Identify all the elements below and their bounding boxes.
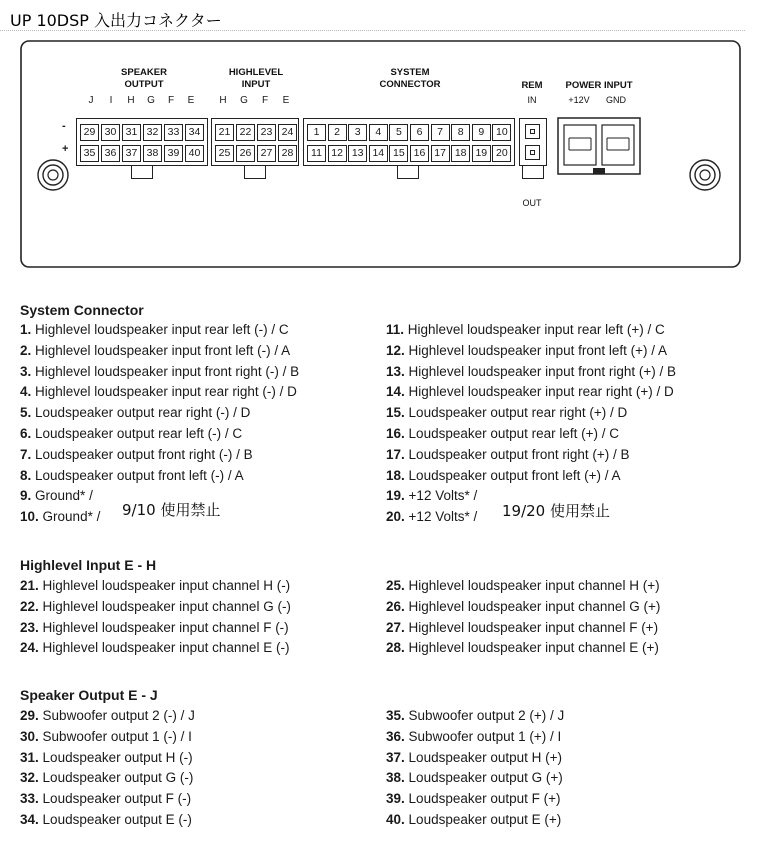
system-connector-top-pin: 7 xyxy=(431,124,450,141)
pin-description-row xyxy=(386,789,561,810)
channel-letter: E xyxy=(187,95,195,106)
pin-description: Highlevel loudspeaker input front left (+) / A xyxy=(408,342,668,358)
channel-letter: G xyxy=(147,95,155,106)
pin-description-row xyxy=(20,445,253,466)
pin-description: Subwoofer output 1 (+) / I xyxy=(408,728,562,744)
pin-description: Loudspeaker output G (+) xyxy=(408,770,563,786)
pin-description: Subwoofer output 2 (-) / J xyxy=(42,708,195,723)
pin-number: 6. xyxy=(20,426,32,441)
pin-description: Highlevel loudspeaker input channel F (-) xyxy=(42,619,289,635)
pin-number: 1. xyxy=(20,322,32,337)
pin-number: 40. xyxy=(386,812,405,827)
pin-number: 24. xyxy=(20,640,39,656)
pin-number: 13. xyxy=(386,363,405,379)
speaker-output-top-pin: 33 xyxy=(164,124,183,141)
pin-number: 23. xyxy=(20,619,39,635)
pin-number: 31. xyxy=(20,749,39,765)
system-connector-bottom-pin: 12 xyxy=(328,145,347,162)
speaker-output-top-pin: 30 xyxy=(101,124,120,141)
highlevel-input-bottom-pin: 28 xyxy=(278,145,297,162)
pin-number: 21. xyxy=(20,578,39,593)
highlevel-input-latch xyxy=(244,166,266,179)
pin-number: 38. xyxy=(386,770,405,786)
pin-number: 11. xyxy=(386,322,405,337)
pin-description: +12 Volts* / xyxy=(408,509,478,525)
rem-latch xyxy=(522,166,544,179)
system-connector-top-pin: 2 xyxy=(328,124,347,141)
pin-description-row xyxy=(386,362,676,383)
pin-description-row xyxy=(386,486,477,507)
system-connector-top-pin: 1 xyxy=(307,124,326,141)
pin-description-row xyxy=(386,507,477,528)
pin-description: Highlevel loudspeaker input channel G (-) xyxy=(42,598,291,614)
pin-number: 20. xyxy=(386,509,405,525)
section-title: Speaker Output E - J xyxy=(20,687,158,703)
pin-number: 18. xyxy=(386,467,405,483)
pin-number: 22. xyxy=(20,598,39,614)
rem-in-pin xyxy=(525,124,540,139)
pin-description-row xyxy=(20,810,192,831)
system-connector-bottom-pin: 14 xyxy=(369,145,388,162)
pin-number: 14. xyxy=(386,384,405,400)
system-connector-top-pin: 3 xyxy=(348,124,367,141)
system-connector-bottom-pin: 13 xyxy=(348,145,367,162)
pin-description-row xyxy=(386,638,659,659)
pin-number: 26. xyxy=(386,598,405,614)
pin-description-row xyxy=(386,382,674,403)
system-connector-bottom-pin: 16 xyxy=(410,145,429,162)
polarity-minus-label: - xyxy=(62,120,66,132)
pin-number: 28. xyxy=(386,640,405,656)
pin-description: Highlevel loudspeaker input front right (-) / B xyxy=(35,363,300,379)
channel-letter: I xyxy=(109,95,113,106)
speaker-output-latch xyxy=(131,166,153,179)
speaker-output-top-pin: 29 xyxy=(80,124,99,141)
pin-number: 3. xyxy=(20,363,32,379)
pin-number: 29. xyxy=(20,708,39,723)
pin-number: 4. xyxy=(20,384,32,400)
pin-description: Loudspeaker output F (-) xyxy=(42,791,192,807)
pin-description-row xyxy=(20,638,289,659)
pin-number: 35. xyxy=(386,708,405,723)
pin-description-row xyxy=(386,576,660,597)
system-connector-top-pin: 5 xyxy=(389,124,408,141)
pin-description-row xyxy=(20,466,244,487)
pin-description: Loudspeaker output G (-) xyxy=(42,770,194,786)
highlevel-input-top-pin: 23 xyxy=(257,124,276,141)
pin-description-row xyxy=(20,507,100,528)
pin-number: 36. xyxy=(386,728,405,744)
pin-description-row xyxy=(386,748,562,769)
system-connector-bottom-pin: 20 xyxy=(492,145,511,162)
pin-description: Subwoofer output 1 (-) / I xyxy=(42,728,192,744)
power-gnd-label: GND xyxy=(606,95,626,105)
pin-number: 2. xyxy=(20,342,32,358)
pin-description: Loudspeaker output front right (+) / B xyxy=(408,446,630,462)
rem-in-label: IN xyxy=(527,95,537,105)
pin-description-row xyxy=(386,706,564,727)
highlevel-input-top-pin: 21 xyxy=(215,124,234,141)
pin-number: 9. xyxy=(20,488,32,504)
pin-description: Ground* / xyxy=(42,509,101,525)
pin-description: Highlevel loudspeaker input rear right (-) / D xyxy=(35,384,297,400)
mounting-hole-right-icon xyxy=(688,158,722,192)
page-title: UP 10DSP 入出力コネクター xyxy=(10,11,222,30)
power-input-connector xyxy=(556,116,642,178)
pin-number: 19. xyxy=(386,488,405,504)
rem-header: REM xyxy=(521,80,543,91)
system-connector-top-pin: 10 xyxy=(492,124,511,141)
pin-number: 10. xyxy=(20,509,39,525)
highlevel-input-header: HIGHLEVEL INPUT xyxy=(228,67,284,90)
channel-letter: H xyxy=(127,95,135,106)
channel-letter: F xyxy=(167,95,175,106)
pin-description: Loudspeaker output front left (+) / A xyxy=(408,467,621,483)
pin-description-row xyxy=(20,403,250,424)
speaker-output-bottom-pin: 40 xyxy=(185,145,204,162)
highlevel-input-top-pin: 24 xyxy=(278,124,297,141)
speaker-output-bottom-pin: 38 xyxy=(143,145,162,162)
pin-description-row xyxy=(386,424,619,445)
system-connector-latch xyxy=(397,166,419,179)
pin-description-row xyxy=(20,424,242,445)
section-title: Highlevel Input E - H xyxy=(20,557,157,573)
pin-description: Highlevel loudspeaker input channel E (+) xyxy=(408,640,659,656)
speaker-output-bottom-pin: 39 xyxy=(164,145,183,162)
pin-number: 37. xyxy=(386,749,405,765)
pin-description-row xyxy=(386,618,658,639)
system-connector-top-pin: 6 xyxy=(410,124,429,141)
pin-number: 27. xyxy=(386,619,405,635)
pin-description: Subwoofer output 2 (+) / J xyxy=(408,708,565,723)
pin-description: Loudspeaker output rear right (+) / D xyxy=(408,405,628,421)
pin-description: Highlevel loudspeaker input rear right (+) / D xyxy=(408,384,674,400)
pin-description-row xyxy=(386,445,630,466)
rem-out-label: OUT xyxy=(522,198,542,208)
pin-description: Ground* / xyxy=(35,488,93,504)
pin-number: 39. xyxy=(386,791,405,807)
pin-number: 7. xyxy=(20,446,32,462)
pin-description-row xyxy=(386,320,665,341)
pin-description-row xyxy=(20,789,191,810)
pin-description: Highlevel loudspeaker input rear left (-) / C xyxy=(35,322,289,337)
pin-description: Loudspeaker output rear left (-) / C xyxy=(35,426,243,441)
pin-description-row xyxy=(20,768,193,789)
pin-description: +12 Volts* / xyxy=(408,488,478,504)
system-connector-bottom-pin: 17 xyxy=(431,145,450,162)
channel-letter: F xyxy=(261,95,269,106)
pin-number: 16. xyxy=(386,426,405,441)
highlevel-input-bottom-pin: 27 xyxy=(257,145,276,162)
channel-letter: E xyxy=(282,95,290,106)
speaker-output-bottom-pin: 35 xyxy=(80,145,99,162)
pin-description-row xyxy=(386,597,660,618)
mounting-hole-left-icon xyxy=(36,158,70,192)
system-connector-top-pin: 8 xyxy=(451,124,470,141)
pin-number: 12. xyxy=(386,342,405,358)
pin-number: 8. xyxy=(20,467,32,483)
pin-description: Loudspeaker output H (+) xyxy=(408,749,563,765)
pin-number: 30. xyxy=(20,728,39,744)
pin-description-row xyxy=(20,576,290,597)
pin-number: 5. xyxy=(20,405,32,421)
system-connector-top-pin: 9 xyxy=(472,124,491,141)
pin-description: Highlevel loudspeaker input rear left (+) / C xyxy=(407,322,665,337)
pin-description: Loudspeaker output E (+) xyxy=(408,812,562,827)
pin-description: Loudspeaker output E (-) xyxy=(42,812,192,827)
pin-number: 32. xyxy=(20,770,39,786)
pin-description: Loudspeaker output rear right (-) / D xyxy=(35,405,251,421)
pin-number: 15. xyxy=(386,405,405,421)
pin-description-row xyxy=(20,748,193,769)
pin-description: Highlevel loudspeaker input channel H (+) xyxy=(408,578,660,593)
system-connector-top-pin: 4 xyxy=(369,124,388,141)
title-divider xyxy=(0,30,745,31)
pin-description-row xyxy=(20,597,291,618)
pin-description-row xyxy=(386,466,621,487)
pin-description-row xyxy=(386,403,627,424)
pin-description: Loudspeaker output rear left (+) / C xyxy=(408,426,620,441)
power-12v-label: +12V xyxy=(568,95,590,105)
pin-description-row xyxy=(20,362,299,383)
pin-description: Highlevel loudspeaker input front right (+) / B xyxy=(408,363,677,379)
speaker-output-header: SPEAKER OUTPUT xyxy=(121,67,167,90)
system-connector-bottom-pin: 15 xyxy=(389,145,408,162)
pin-description: Highlevel loudspeaker input front left (-) / A xyxy=(35,342,291,358)
pin-description: Loudspeaker output front right (-) / B xyxy=(35,446,253,462)
pin-description-row xyxy=(20,382,297,403)
speaker-output-bottom-pin: 36 xyxy=(101,145,120,162)
pin-description: Loudspeaker output front left (-) / A xyxy=(35,467,244,483)
pin-description-row xyxy=(20,341,290,362)
system-connector-bottom-pin: 18 xyxy=(451,145,470,162)
channel-letter: J xyxy=(88,95,94,106)
pin-description-row xyxy=(20,320,289,341)
pin-description-row xyxy=(386,768,563,789)
polarity-plus-label: + xyxy=(62,143,69,155)
channel-letter: H xyxy=(219,95,227,106)
pin-description-row xyxy=(20,486,93,507)
speaker-output-top-pin: 34 xyxy=(185,124,204,141)
highlevel-input-top-pin: 22 xyxy=(236,124,255,141)
pin-number: 17. xyxy=(386,446,405,462)
pin-description: Highlevel loudspeaker input channel E (-) xyxy=(42,640,290,656)
pin-number: 34. xyxy=(20,812,39,827)
channel-letter: G xyxy=(240,95,248,106)
pin-description: Highlevel loudspeaker input channel H (-) xyxy=(42,578,291,593)
pin-description: Highlevel loudspeaker input channel F (+) xyxy=(408,619,659,635)
system-connector-header: SYSTEM CONNECTOR xyxy=(379,67,441,90)
pin-description-row xyxy=(386,727,561,748)
speaker-output-top-pin: 31 xyxy=(122,124,141,141)
power-input-header: POWER INPUT xyxy=(565,80,633,91)
usage-prohibited-note-right: 19/20 使用禁止 xyxy=(502,502,610,520)
pin-description-row xyxy=(20,727,192,748)
pin-description: Loudspeaker output F (+) xyxy=(408,791,561,807)
pin-description-row xyxy=(20,618,289,639)
speaker-output-bottom-pin: 37 xyxy=(122,145,141,162)
highlevel-input-bottom-pin: 26 xyxy=(236,145,255,162)
speaker-output-top-pin: 32 xyxy=(143,124,162,141)
pin-number: 33. xyxy=(20,791,39,807)
highlevel-input-bottom-pin: 25 xyxy=(215,145,234,162)
pin-description-row xyxy=(386,810,561,831)
section-title: System Connector xyxy=(20,302,144,318)
system-connector-bottom-pin: 11 xyxy=(307,145,326,162)
system-connector-bottom-pin: 19 xyxy=(472,145,491,162)
pin-number: 25. xyxy=(386,578,405,593)
pin-description: Loudspeaker output H (-) xyxy=(42,749,193,765)
pin-description: Highlevel loudspeaker input channel G (+) xyxy=(408,598,661,614)
pin-description-row xyxy=(386,341,667,362)
usage-prohibited-note-left: 9/10 使用禁止 xyxy=(122,501,221,519)
rem-out-pin xyxy=(525,145,540,160)
pin-description-row xyxy=(20,706,195,727)
